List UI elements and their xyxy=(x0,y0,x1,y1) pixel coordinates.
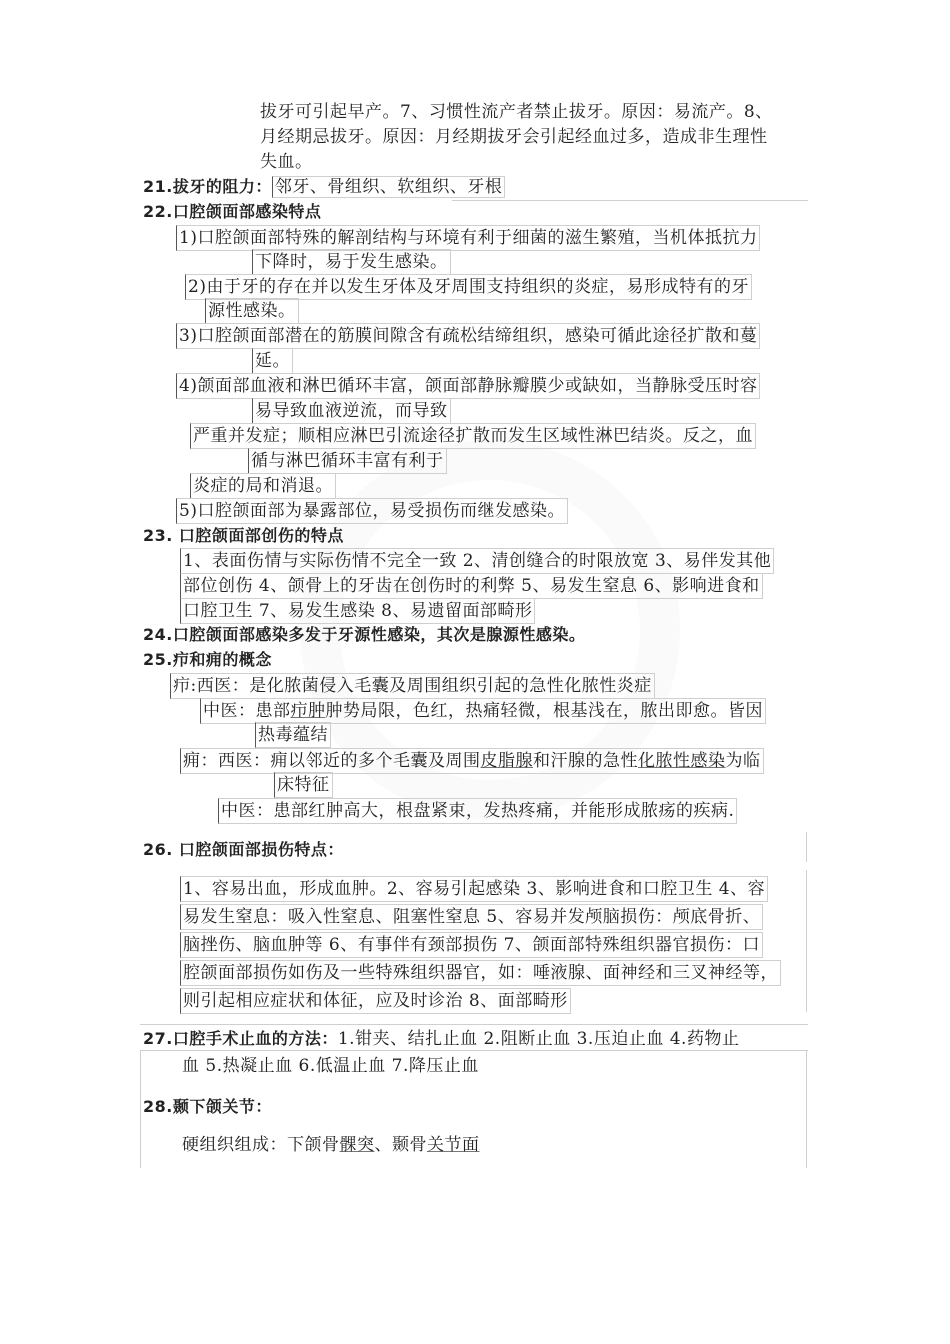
s22-point-1a: 1)口腔颌面部特殊的解剖结构与环境有利于细菌的滋生繁殖，当机体抵抗力 xyxy=(176,225,760,251)
section-27 xyxy=(143,1027,739,1051)
s25-yong-w3: 为临 xyxy=(725,751,761,771)
s23-line-3: 口腔卫生 7、易发生感染 8、易遗留面部畸形 xyxy=(180,598,535,624)
s25-jie-west: 疖:西医：是化脓菌侵入毛囊及周围组织引起的急性化脓性炎症 xyxy=(170,673,655,699)
s28-hard-tissue xyxy=(182,1133,480,1157)
cont-line-3: 失血。 xyxy=(260,152,313,172)
s25-yong-west xyxy=(180,748,764,774)
s22-point-5: 5)口腔颌面部为暴露部位，易受损伤而继发感染。 xyxy=(176,498,568,524)
section-21-head: 21.拔牙的阻力： xyxy=(143,177,272,196)
s23-line-2: 部位创伤 4、颌骨上的牙齿在创伤时的利弊 5、易发生窒息 6、影响进食和 xyxy=(180,573,763,599)
section-28-title: 28.颞下颌关节： xyxy=(143,1097,272,1116)
section-21-body: 邻牙、骨组织、软组织、牙根 xyxy=(272,176,506,198)
section-27-head: 27.口腔手术止血的方法： xyxy=(143,1029,338,1048)
section-25-title: 25.疖和痈的概念 xyxy=(143,650,272,669)
section-27-body2: 血 5.热凝止血 6.低温止血 7.降压止血 xyxy=(182,1056,479,1076)
box-edge xyxy=(140,1024,808,1025)
s26-line-1: 1、容易出血，形成血肿。2、容易引起感染 3、影响进食和口腔卫生 4、容 xyxy=(180,876,768,902)
s28-term-condyle: 髁突 xyxy=(339,1135,375,1155)
s26-line-3: 脑挫伤、脑血肿等 6、有事伴有颈部损伤 7、颌面部特殊组织器官损伤：口 xyxy=(180,932,763,958)
s25-yong-w1: 痈：西医：痈以邻近的多个毛囊及周围 xyxy=(183,751,481,771)
s28-term-articular: 关节面 xyxy=(427,1135,480,1155)
s28-hard-a: 硬组织组成：下颌骨 xyxy=(182,1135,340,1155)
s25-yong-term2: 化脓性感染 xyxy=(638,751,726,771)
s25-yong-w4: 床特征 xyxy=(274,772,333,798)
box-edge xyxy=(806,1050,807,1168)
section-21 xyxy=(143,175,505,199)
box-edge xyxy=(806,832,807,862)
s22-point-4a: 4)颌面部血液和淋巴循环丰富，颌面部静脉瓣膜少或缺如，当静脉受压时容 xyxy=(176,373,760,399)
s25-jie-cn-a xyxy=(200,698,766,724)
section-26-title: 26. 口腔颌面部损伤特点： xyxy=(143,840,344,859)
s22-point-2a: 2)由于牙的存在并以发生牙体及牙周围支持组织的炎症，易形成特有的牙 xyxy=(185,274,752,300)
s22-point-4c: 严重并发症；顺相应淋巴引流途径扩散而发生区域性淋巴结炎。反之，血 xyxy=(190,423,756,449)
box-edge xyxy=(140,1050,141,1168)
s25-jie-cn-b: 热毒蕴结 xyxy=(255,722,331,748)
section-27-body1: 1.钳夹、结扎止血 2.阻断止血 3.压迫止血 4.药物止 xyxy=(337,1029,740,1049)
cont-line-2: 月经期忌拔牙。原因：月经期拔牙会引起经血过多，造成非生理性 xyxy=(260,127,768,147)
cont-line-1: 拔牙可引起早产。7、习惯性流产者禁止拔牙。原因：易流产。8、 xyxy=(260,102,773,122)
s22-point-4e: 炎症的局和消退。 xyxy=(190,473,336,499)
box-edge xyxy=(140,1050,808,1051)
s22-point-3b: 延。 xyxy=(252,348,293,374)
s22-point-2b: 源性感染。 xyxy=(205,298,299,324)
s25-jie-cn-term: 疖肿 xyxy=(290,701,326,721)
box-edge xyxy=(806,870,807,1012)
s26-line-4: 腔颌面部损伤如伤及一些特殊组织器官，如：唾液腺、面神经和三叉神经等， xyxy=(180,960,781,986)
section-24-title: 24.口腔颌面部感染多发于牙源性感染，其次是腺源性感染。 xyxy=(143,625,586,644)
section-23-title: 23. 口腔颌面部创伤的特点 xyxy=(143,526,344,545)
s22-point-3a: 3)口腔颌面部潜在的筋膜间隙含有疏松结缔组织，感染可循此途径扩散和蔓 xyxy=(176,323,760,349)
box-edge xyxy=(452,200,808,201)
s26-line-5: 则引起相应症状和体征，应及时诊治 8、面部畸形 xyxy=(180,988,571,1014)
s22-point-4b: 易导致血液逆流，而导致 xyxy=(252,398,451,424)
s23-line-1: 1、表面伤情与实际伤情不完全一致 2、清创缝合的时限放宽 3、易伴发其他 xyxy=(180,548,774,574)
s25-jie-cn-a1: 中医：患部 xyxy=(203,701,291,721)
s22-point-1b: 下降时，易于发生感染。 xyxy=(252,249,451,275)
s25-yong-cn: 中医：患部红肿高大，根盘紧束，发热疼痛，并能形成脓疡的疾病. xyxy=(218,798,737,824)
s26-line-2: 易发生窒息：吸入性窒息、阻塞性窒息 5、容易并发颅脑损伤：颅底骨折、 xyxy=(180,904,763,930)
s28-hard-b: 、颞骨 xyxy=(374,1135,427,1155)
section-22-title: 22.口腔颌面部感染特点 xyxy=(143,202,322,221)
s25-yong-w2: 和汗腺的急性 xyxy=(533,751,638,771)
s25-yong-term1: 皮脂腺 xyxy=(480,751,533,771)
s25-jie-cn-a2: 肿势局限，色红，热痛轻微，根基浅在，脓出即愈。皆因 xyxy=(325,701,763,721)
s22-point-4d: 循与淋巴循环丰富有利于 xyxy=(248,448,447,474)
